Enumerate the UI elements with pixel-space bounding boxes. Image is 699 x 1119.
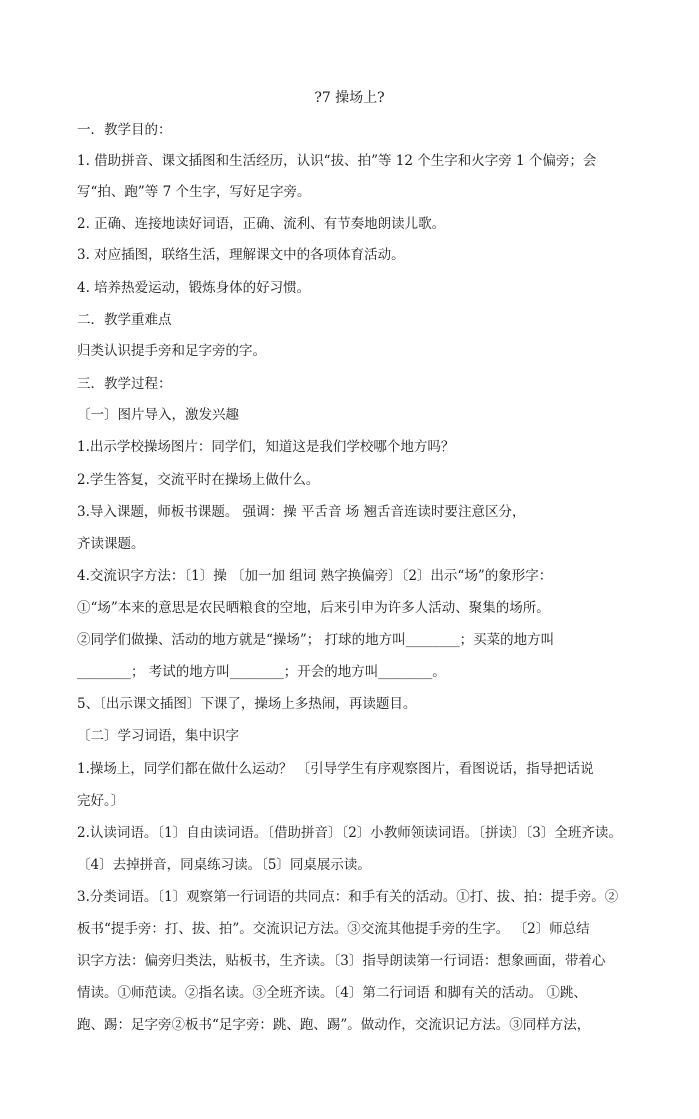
paragraph-line: 齐读课题。 — [77, 536, 145, 552]
paragraph-line: 完好。〕 — [77, 793, 125, 809]
section-heading-key-points: 二．教学重难点 — [77, 312, 172, 328]
subsection-heading: 〔一〕图片导入，激发兴趣 — [77, 407, 239, 423]
paragraph-line: 写“拍、跑”等 7 个生字，写好足字旁。 — [77, 184, 311, 200]
paragraph-line: 2.认读词语。〔1〕自由读词语。〔借助拼音〕〔2〕小教师领读词语。〔拼读〕〔3〕全班齐读。 — [77, 825, 622, 841]
paragraph-line: 1. 借助拼音、课文插图和生活经历，认识“拔、拍”等 12 个生字和火字旁 1 个偏旁；会 — [77, 153, 597, 169]
document-title: ?7 操场上? — [314, 90, 385, 106]
paragraph-line: 3. 对应插图，联络生活，理解课文中的各项体育活动。 — [77, 247, 405, 263]
paragraph-line: 4. 培养热爱运动，锻炼身体的好习惯。 — [77, 280, 311, 296]
paragraph-line: 4.交流识字方法：〔1〕操 〔加一加 组词 熟字换偏旁〕〔2〕出示“场”的象形字： — [77, 568, 553, 584]
paragraph-line: 情读。①师范读。②指名读。③全班齐读。〔4〕第二行词语 和脚有关的活动。 ①跳、 — [77, 985, 587, 1001]
paragraph-line: 归类认识提手旁和足字旁的字。 — [77, 343, 266, 359]
section-heading-process: 三．教学过程： — [77, 376, 172, 392]
paragraph-line: 板书“提手旁：打、拔、拍”。交流识记方法。③交流其他提手旁的生字。 〔2〕师总结 — [77, 921, 590, 937]
paragraph-line: ①“场”本来的意思是农民晒粮食的空地，后来引申为许多人活动、聚集的场所。 — [77, 600, 550, 616]
paragraph-line: 1.操场上，同学们都在做什么运动？ 〔引导学生有序观察图片，看图说话，指导把话说 — [77, 761, 594, 777]
paragraph-line: 跑、踢：足字旁②板书“足字旁：跳、跑、踢”。做动作，交流识记方法。③同样方法， — [77, 1017, 591, 1033]
paragraph-line: ________； 考试的地方叫________；开会的地方叫________。 — [77, 664, 446, 680]
paragraph-line: 3.分类词语。〔1〕观察第一行词语的共同点：和手有关的活动。①打、拔、拍：提手旁。② — [77, 889, 619, 905]
subsection-heading: 〔二〕学习词语，集中识字 — [77, 728, 239, 744]
paragraph-line: 1.出示学校操场图片：同学们，知道这是我们学校哪个地方吗？ — [77, 439, 455, 455]
paragraph-line: 2.学生答复，交流平时在操场上做什么。 — [77, 472, 320, 488]
paragraph-line: 3.导入课题，师板书课题。 强调：操 平舌音 场 翘舌音连读时要注意区分， — [77, 504, 526, 520]
paragraph-line: 5、〔出示课文插图〕下课了，操场上多热闹，再读题目。 — [77, 696, 417, 712]
section-heading-goals: 一．教学目的： — [77, 122, 172, 138]
paragraph-line: 2. 正确、连接地读好词语，正确、流利、有节奏地朗读儿歌。 — [77, 216, 446, 232]
paragraph-line: ②同学们做操、活动的地方就是“操场”； 打球的地方叫________；买菜的地方叫 — [77, 632, 555, 648]
paragraph-line: 〔4〕去掉拼音，同桌练习读。〔5〕同桌展示读。 — [77, 857, 371, 873]
paragraph-line: 识字方法：偏旁归类法，贴板书，生齐读。〔3〕指导朗读第一行词语：想象画面，带着心 — [77, 953, 606, 969]
